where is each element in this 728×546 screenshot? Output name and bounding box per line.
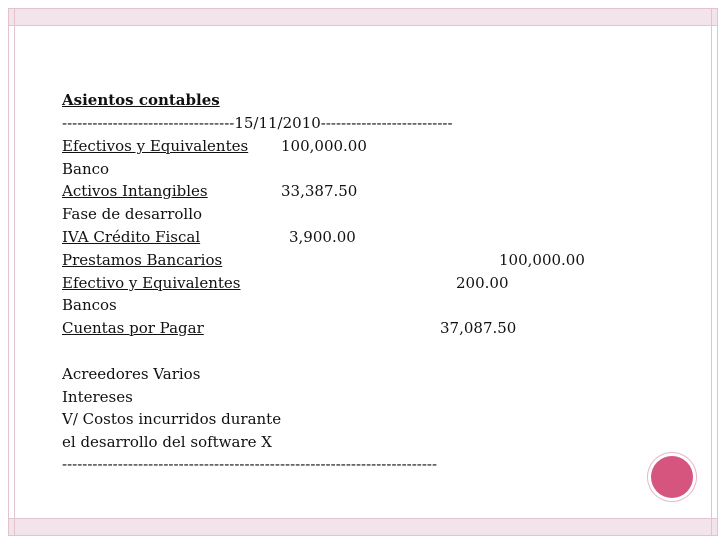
date-separator: ----------------------------------15/11/2010-------------------------- [62, 114, 453, 132]
entry-account: Activos Intangibles [62, 182, 208, 200]
entry-credit: 37,087.50 [440, 319, 517, 337]
slide-title: Asientos contables [62, 91, 220, 109]
entry-account: Cuentas por Pagar [62, 319, 204, 337]
entry-debit: 100,000.00 [281, 137, 367, 155]
entry-account: Acreedores Varios [62, 365, 201, 383]
closing-separator: -------------------------------------------------------------------------- [62, 455, 438, 473]
entry-note-line: el desarrollo del software X [62, 433, 272, 451]
entry-account: Fase de desarrollo [62, 205, 203, 223]
entry-account: Efectivo y Equivalentes [62, 274, 241, 292]
entry-credit: 100,000.00 [499, 251, 585, 269]
entry-account: Banco [62, 160, 110, 178]
entry-account: Bancos [62, 296, 117, 314]
entry-debit: 33,387.50 [281, 182, 358, 200]
entry-account: Prestamos Bancarios [62, 251, 223, 269]
entry-credit: 200.00 [456, 274, 509, 292]
decorative-circle-icon [651, 456, 693, 498]
entry-account: Intereses [62, 388, 133, 406]
entry-account: Efectivos y Equivalentes [62, 137, 249, 155]
entry-account: IVA Crédito Fiscal [62, 228, 201, 246]
entry-note-line: V/ Costos incurridos durante [62, 410, 282, 428]
entry-debit: 3,900.00 [289, 228, 356, 246]
